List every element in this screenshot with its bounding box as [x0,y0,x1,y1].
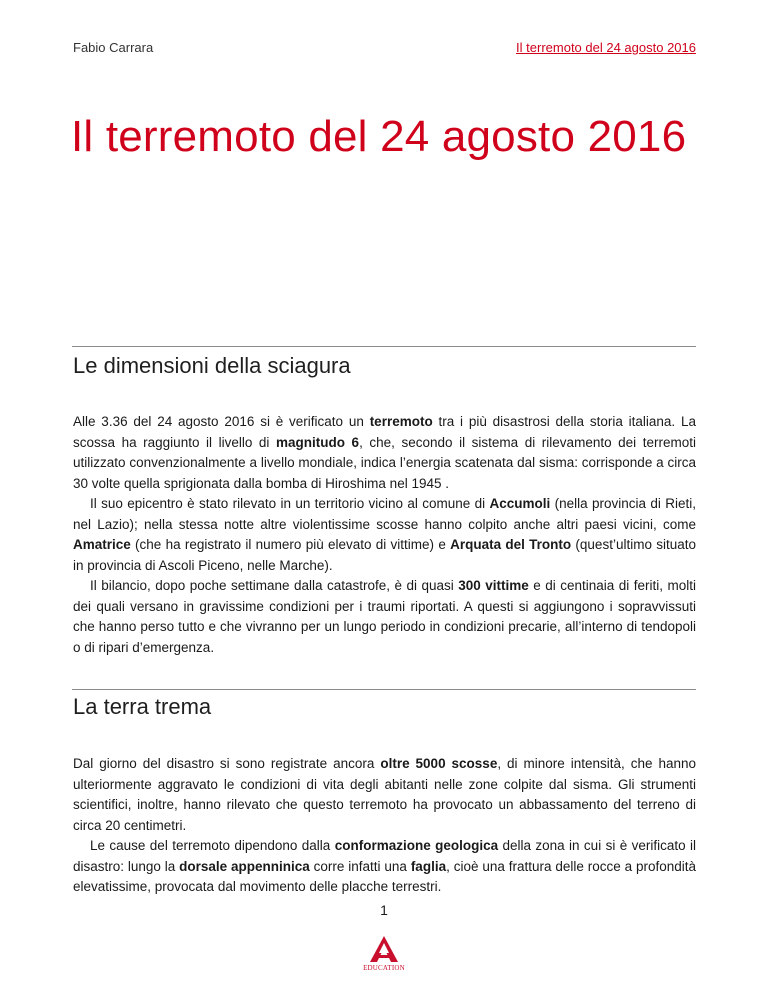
paragraph [73,494,696,576]
paragraph [73,576,696,658]
text-run: e di centinaia di feriti, molti dei quali versano in gravissime condizioni per i traumi riportati. A questi si aggiungono i sopravvissuti che hanno perso tutto e che vivranno per un lungo periodo in condizioni precarie, all’interno di tendopoli o di ripari d’emergenza. [73,578,696,655]
text-run: Alle 3.36 del 24 agosto 2016 si è verificato un [73,414,370,429]
section-divider [72,689,696,690]
publisher-logo-text: EDUCATION [363,964,405,972]
section-body-terra-trema [73,754,696,898]
bold-text: conformazione geologica [334,838,499,853]
paragraph [73,412,696,494]
text-run: Dal giorno del disastro si sono registrate ancora [73,756,381,771]
bold-text: dorsale appenninica [179,858,310,874]
section-heading-terra-trema: La terra trema [73,694,212,719]
publisher-logo-mark-icon [358,934,410,964]
text-run: Le cause del terremoto dipendono dalla [90,838,335,853]
text-run: corre infatti una [309,858,411,874]
text-run: della zona in cui si è verificato il disastro: lungo la [73,838,696,874]
section-heading-dimensioni: Le dimensioni della sciagura [73,353,351,378]
header-author: Fabio Carrara [73,40,154,55]
text-run: tra i più disastrosi della storia italiana. La scossa ha raggiunto il livello di [73,414,696,450]
text-run: Il suo epicentro è stato rilevato in un territorio vicino al comune di [90,496,490,511]
text-run: (che ha registrato il numero più elevato di vittime) e [130,537,451,552]
text-run: (nella provincia di Rieti, nel Lazio); nella stessa notte altre violentissime scosse hanno colpito anche altri paesi vicini, come [73,496,696,532]
bold-text: terremoto [369,414,433,429]
bold-text: oltre 5000 scosse [380,756,498,771]
text-run: , cioè una frattura delle rocce a profondità elevatissime, provocata dal movimento delle placche terrestri. [73,858,697,894]
paragraph [73,836,696,898]
text-run: , che, secondo il sistema di rilevamento dei terremoti utilizzato convenzionalmente a livello mondiale, indica l’energia scatenata dal sisma: corrisponde a circa 30 volte quella sprigionata dalla bomba di Hiroshima nel 1945 . [73,434,697,491]
section-body-dimensioni [73,412,696,658]
bold-text: magnitudo 6 [276,434,360,450]
text-run: Il bilancio, dopo poche settimane dalla catastrofe, è di quasi [90,578,459,593]
bold-text: 300 vittime [458,578,529,593]
bold-text: Accumoli [489,496,551,511]
text-run: (quest’ultimo situato in provincia di Ascoli Piceno, nelle Marche). [73,537,696,573]
bold-text: Amatrice [73,537,131,552]
bold-text: Arquata del Tronto [450,537,572,552]
paragraph [73,754,696,836]
bold-text: faglia [410,858,447,874]
header-running-title-link[interactable]: Il terremoto del 24 agosto 2016 [516,40,696,55]
page-number: 1 [380,902,388,918]
document-title: Il terremoto del 24 agosto 2016 [71,112,687,161]
section-divider [72,346,696,347]
text-run: , di minore intensità, che hanno ulteriormente aggravato le condizioni di vita degli abitanti nelle zone colpite dal sisma. Gli strumenti scientifici, inoltre, hanno rilevato che questo terremoto ha provocato un abbassamento del terreno di circa 20 centimetri. [73,756,696,833]
publisher-logo [358,934,410,974]
